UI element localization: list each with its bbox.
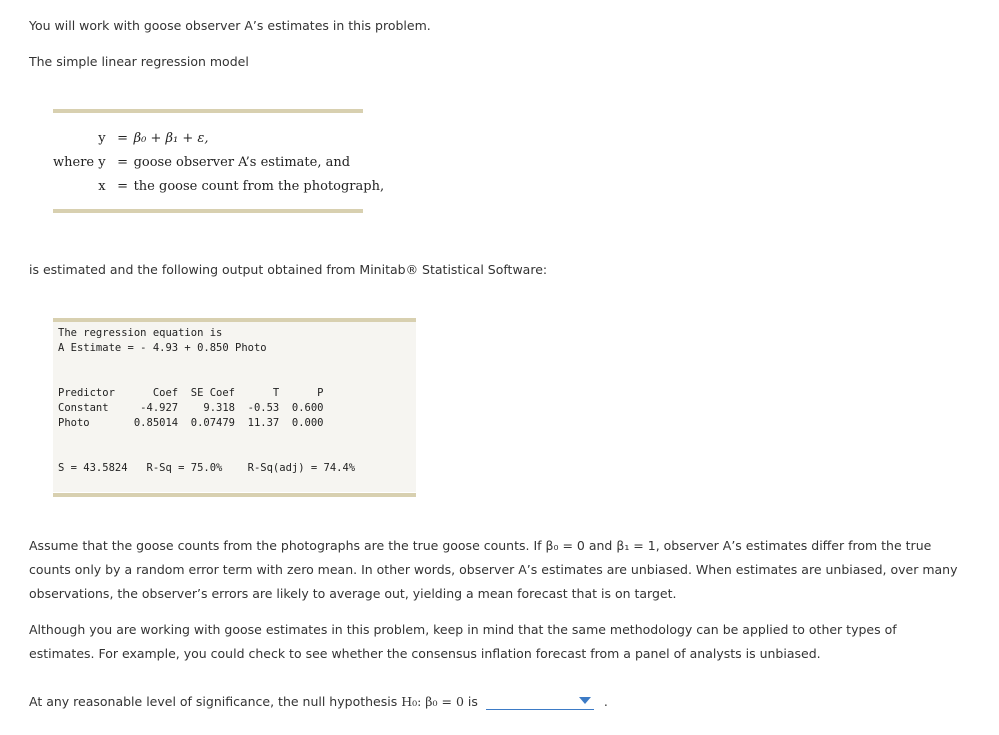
- equation-lhs: where y: [53, 154, 106, 170]
- equation-bottom-rule: [53, 209, 363, 213]
- intro-text: You will work with goose observer A’s estimates in this problem.: [29, 18, 431, 33]
- equation-row: [53, 174, 384, 198]
- output-bottom-rule: [53, 493, 416, 497]
- coef-table-header: Predictor Coef SE Coef T P: [58, 387, 324, 399]
- model-intro-text: The simple linear regression model: [29, 54, 249, 69]
- equation-row: [53, 126, 384, 150]
- null-hypothesis: H₀: β₀ = 0: [401, 694, 464, 709]
- equation-lhs: y: [98, 130, 106, 146]
- estimated-text: is estimated and the following output obtained from Minitab® Statistical Software:: [29, 262, 548, 277]
- hypothesis-decision-dropdown[interactable]: [486, 691, 594, 710]
- coef-row-constant: Constant -4.927 9.318 -0.53 0.600: [58, 402, 324, 414]
- equation-lhs: x: [98, 178, 106, 194]
- minitab-output: [53, 322, 416, 492]
- equation-sign: =: [117, 178, 129, 194]
- regression-equation-label: The regression equation is: [58, 327, 223, 339]
- although-paragraph: Although you are working with goose estimates in this problem, keep in mind that the same methodology can be applied to other types of estimates. For example, you could check to see whether the consensus inflation forecast from a panel of analysts is unbiased.: [29, 622, 897, 661]
- assume-paragraph: Assume that the goose counts from the photographs are the true goose counts. If β₀ = 0 and β₁ = 1, observer A’s estimates differ from the true counts only by a random error term with zero mean. In other words, observer A’s estimates are unbiased. When estimates are unbiased, over many observations, the observer’s errors are likely to average out, yielding a mean forecast that is on target.: [29, 538, 958, 601]
- equation-rhs: the goose count from the photograph,: [133, 178, 385, 194]
- equation-rhs: goose observer A’s estimate, and: [133, 154, 351, 170]
- question-prefix: At any reasonable level of significance, the null hypothesis: [29, 694, 402, 709]
- model-summary: S = 43.5824 R-Sq = 75.0% R-Sq(adj) = 74.4%: [58, 462, 356, 474]
- equation-top-rule: [53, 109, 363, 113]
- equation-sign: =: [117, 154, 129, 170]
- question-suffix: .: [603, 694, 608, 709]
- question-is: is: [463, 694, 478, 709]
- regression-equation: A Estimate = - 4.93 + 0.850 Photo: [58, 342, 267, 354]
- question-line: [29, 691, 608, 710]
- chevron-down-icon: [579, 697, 591, 704]
- regression-model-equation: [53, 126, 384, 198]
- equation-sign: =: [117, 130, 129, 146]
- equation-row: [53, 150, 384, 174]
- coef-row-photo: Photo 0.85014 0.07479 11.37 0.000: [58, 417, 324, 429]
- equation-rhs: β₀ + β₁ + ε,: [133, 130, 209, 146]
